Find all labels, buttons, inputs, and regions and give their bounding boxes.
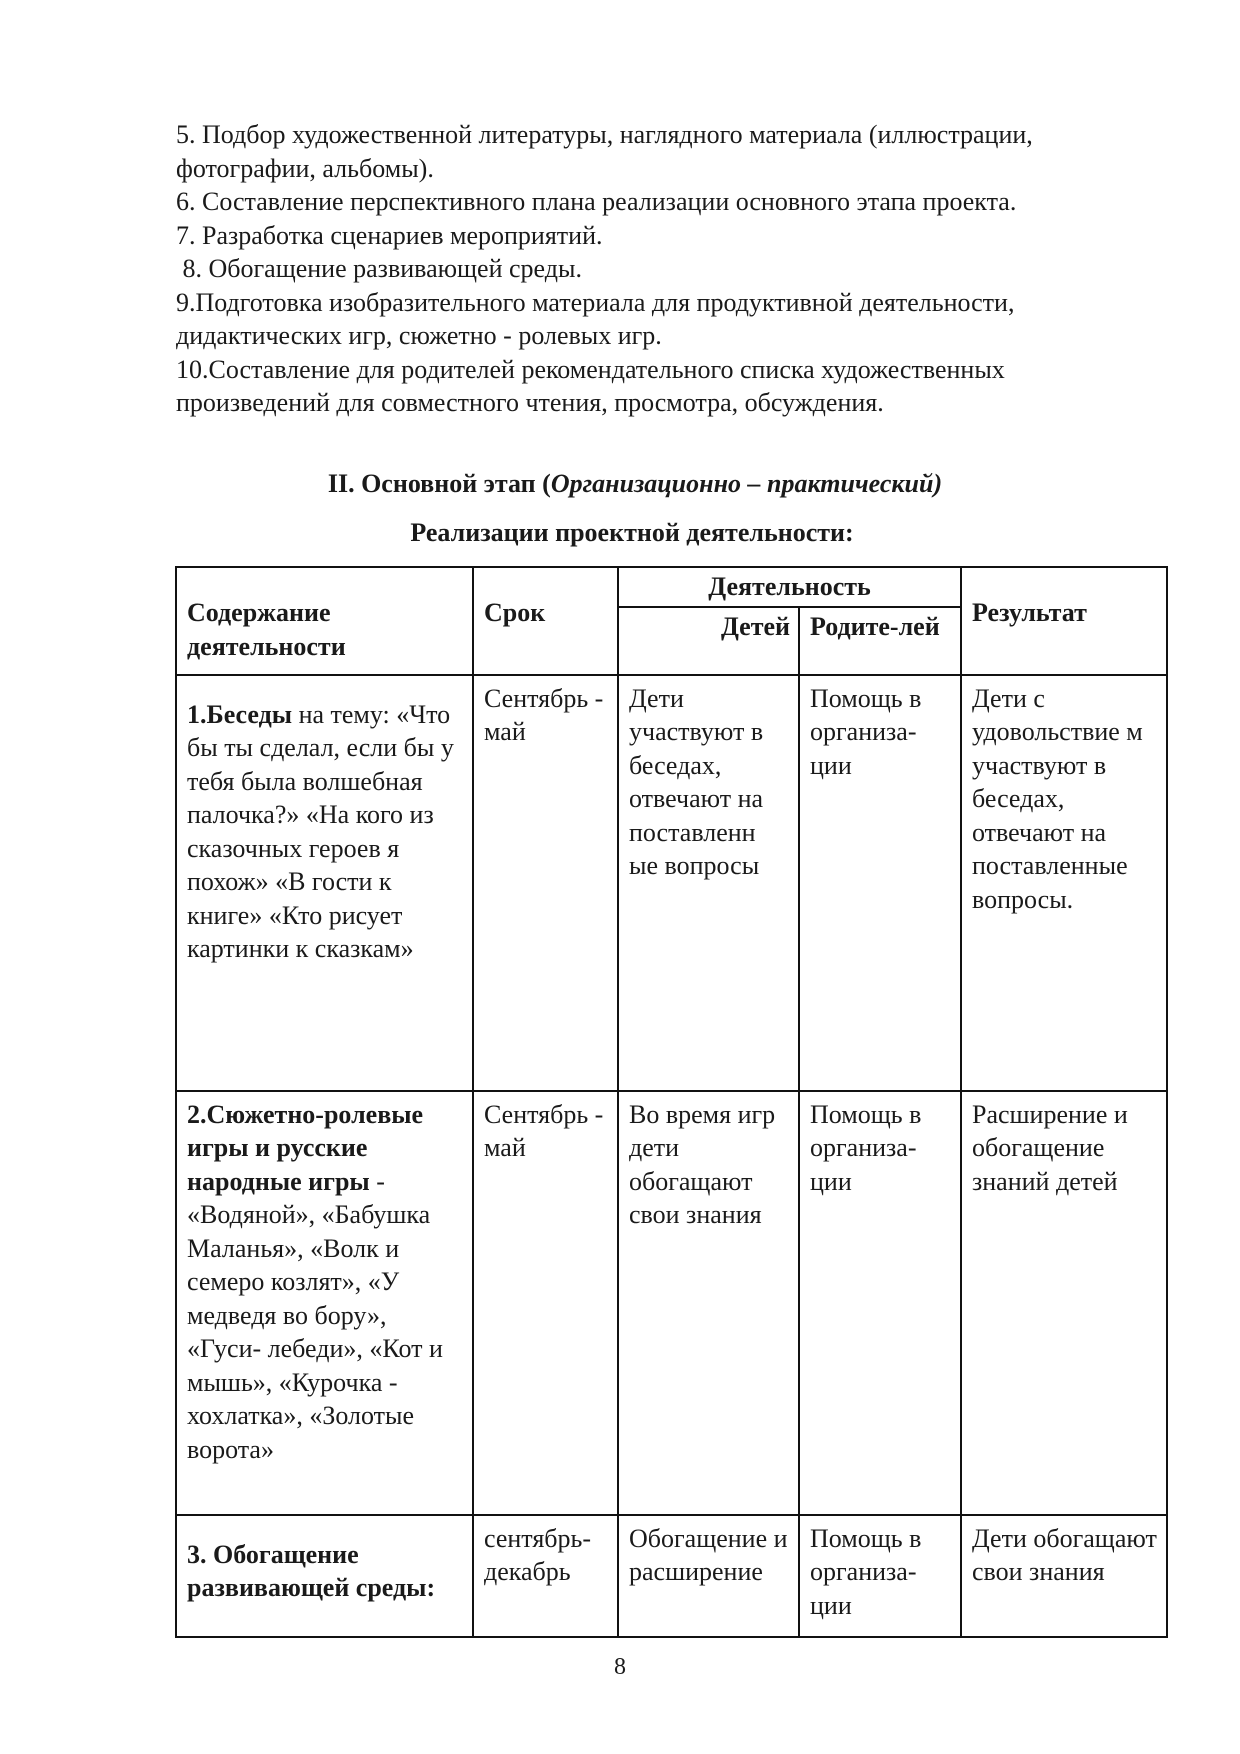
row-result: Дети с удовольствие м участвуют в беседах, отвечают на поставленные вопросы. xyxy=(961,675,1167,1091)
section-title xyxy=(0,468,1240,500)
row-parents: Помощь в организа-ции xyxy=(799,675,961,1091)
intro-line: 6. Составление перспективного плана реализации основного этапа проекта. xyxy=(176,187,1017,216)
header-content: Содержание деятельности xyxy=(176,567,473,675)
row-title: 1.Беседы xyxy=(187,699,293,729)
row-content xyxy=(176,1515,473,1637)
table-row xyxy=(176,1091,1167,1515)
row-content xyxy=(176,675,473,1091)
intro-line: произведений для совместного чтения, просмотра, обсуждения. xyxy=(176,388,884,417)
header-result: Результат xyxy=(961,567,1167,675)
row-result: Дети обогащают свои знания xyxy=(961,1515,1167,1637)
project-plan-table xyxy=(175,566,1168,1638)
intro-line: 8. Обогащение развивающей среды. xyxy=(176,254,582,283)
row-body: «Что бы ты сделал, если бы у тебя была волшебная палочка?» «На кого из сказочных героев я похож» «В гости к книге» «Кто рисует картинки к сказкам» xyxy=(187,699,454,963)
row-title-rest: - xyxy=(369,1166,385,1196)
row-children: Обогащение и расширение xyxy=(618,1515,799,1637)
page-number: 8 xyxy=(614,1654,626,1680)
row-result: Расширение и обогащение знаний детей xyxy=(961,1091,1167,1515)
table-header-row xyxy=(176,567,1167,607)
row-children: Дети участвуют в беседах, отвечают на поставленн ые вопросы xyxy=(618,675,799,1091)
intro-line: фотографии, альбомы). xyxy=(176,153,434,183)
row-term: сентябрь-декабрь xyxy=(473,1515,618,1637)
intro-line: дидактических игр, сюжетно - ролевых игр. xyxy=(176,321,662,350)
header-children: Детей xyxy=(618,607,799,675)
row-parents: Помощь в организа-ции xyxy=(799,1091,961,1515)
row-body: «Водяной», «Бабушка Маланья», «Волк и семеро козлят», «У медведя во бору», «Гуси- лебеди», «Кот и мышь», «Курочка - хохлатка», «Золотые ворота» xyxy=(187,1200,443,1464)
cell-spacer xyxy=(187,1522,464,1538)
row-title: 3. Обогащение развивающей среды: xyxy=(187,1539,436,1602)
table-row xyxy=(176,1515,1167,1637)
row-term: Сентябрь - май xyxy=(473,1091,618,1515)
row-content xyxy=(176,1091,473,1515)
table-row xyxy=(176,675,1167,1091)
intro-line: 10.Составление для родителей рекомендательного списка художественных xyxy=(176,354,1005,384)
section-subtitle: Реализации проектной деятельности: xyxy=(410,518,854,547)
row-term: Сентябрь - май xyxy=(473,675,618,1091)
intro-list xyxy=(176,118,1156,420)
section-title-italic: Организационно – практический) xyxy=(550,469,943,498)
header-term: Срок xyxy=(473,567,618,675)
intro-line: 7. Разработка сценариев мероприятий. xyxy=(176,220,603,250)
header-parents: Родите-лей xyxy=(799,607,961,675)
row-title-rest: на тему: xyxy=(292,699,390,729)
intro-line: 5. Подбор художественной литературы, наглядного материала (иллюстрации, xyxy=(176,120,1033,149)
cell-spacer xyxy=(187,682,464,698)
intro-line: 9.Подготовка изобразительного материала для продуктивной деятельности, xyxy=(176,287,1015,317)
section-title-bold: II. Основной этап ( xyxy=(327,469,551,498)
row-children: Во время игр дети обогащают свои знания xyxy=(618,1091,799,1515)
row-parents: Помощь в организа-ции xyxy=(799,1515,961,1637)
row-title: 2.Сюжетно-ролевые игры и русские народные игры xyxy=(187,1099,424,1196)
header-activity: Деятельность xyxy=(618,567,961,607)
